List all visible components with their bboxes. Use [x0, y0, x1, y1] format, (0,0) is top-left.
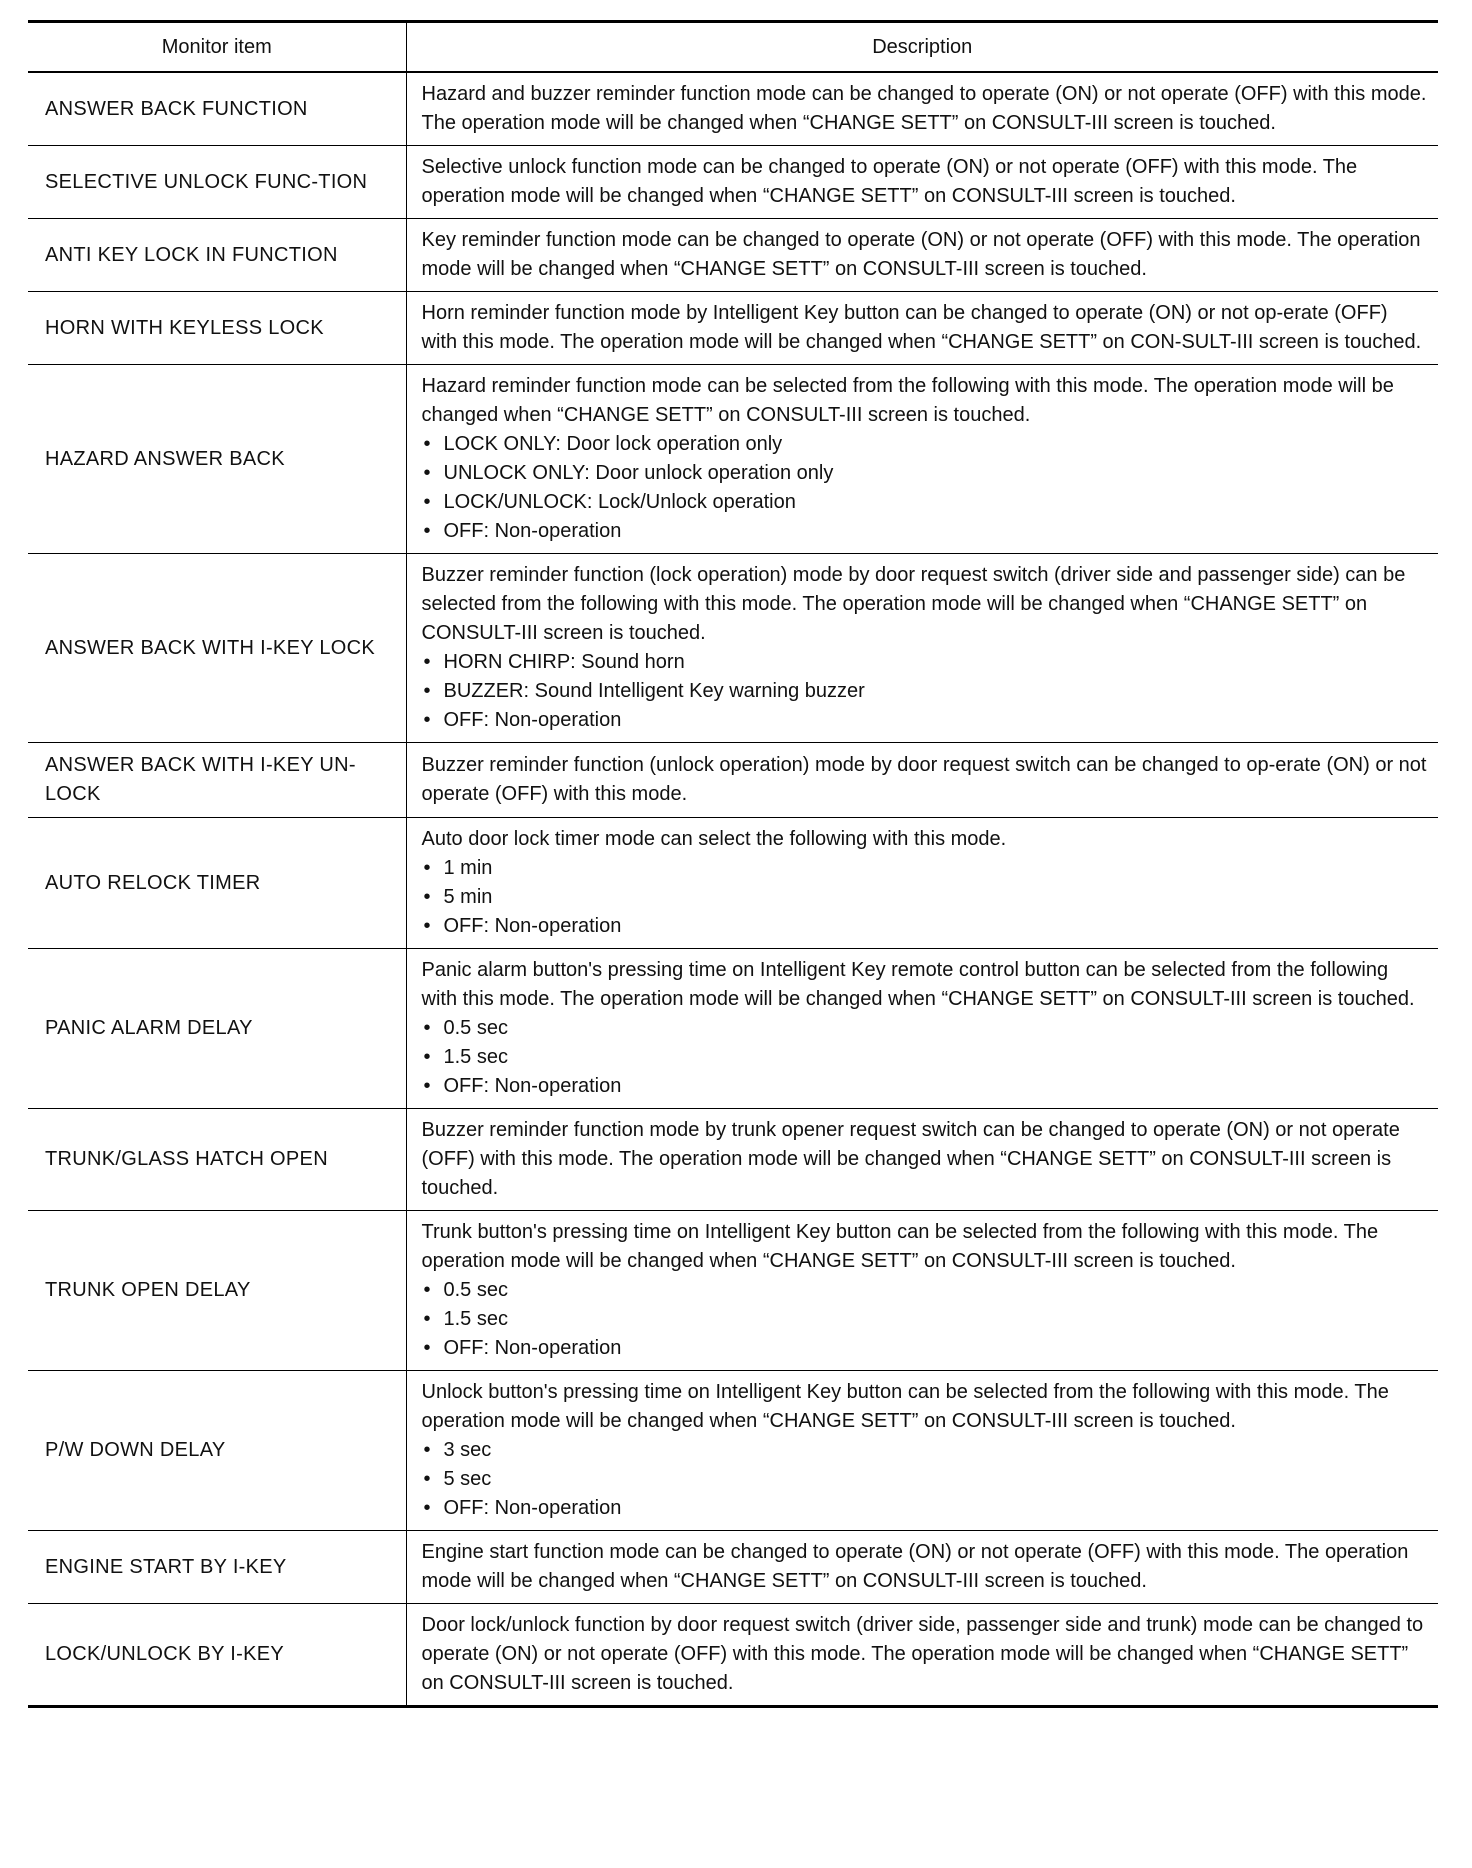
description-cell	[406, 818, 1438, 949]
option-list-item: • 0.5 sec	[422, 1014, 1429, 1043]
monitor-item-cell: HORN WITH KEYLESS LOCK	[28, 292, 406, 365]
option-list-item: • BUZZER: Sound Intelligent Key warning buzzer	[422, 677, 1429, 706]
table-row	[28, 72, 1438, 146]
monitor-item-cell: ANSWER BACK WITH I-KEY UN-LOCK	[28, 743, 406, 818]
description-text: Horn reminder function mode by Intelligent Key button can be changed to operate (ON) or not op-erate (OFF) with this mode. The operation mode will be changed when “CHANGE SETT” on CON-SULT-III screen is touched.	[421, 302, 1422, 353]
description-text: Buzzer reminder function (unlock operation) mode by door request switch can be changed to op-erate (ON) or not operate (OFF) with this mode.	[421, 754, 1427, 805]
option-list-item: • 5 min	[422, 883, 1429, 912]
description-cell	[406, 1531, 1438, 1604]
description-text: Buzzer reminder function (lock operation) mode by door request switch (driver side and passenger side) can be selected from the following with this mode. The operation mode will be changed when “CHANGE SETT” on CONSULT-III screen is touched.	[421, 564, 1406, 644]
option-list	[422, 430, 1429, 546]
table-row	[28, 1211, 1438, 1371]
monitor-item-cell: ANTI KEY LOCK IN FUNCTION	[28, 219, 406, 292]
header-description: Description	[406, 22, 1438, 73]
description-cell	[406, 72, 1438, 146]
monitor-item-cell: P/W DOWN DELAY	[28, 1371, 406, 1531]
table-row	[28, 365, 1438, 554]
description-cell	[406, 292, 1438, 365]
monitor-item-cell: HAZARD ANSWER BACK	[28, 365, 406, 554]
monitor-item-cell: PANIC ALARM DELAY	[28, 949, 406, 1109]
description-cell	[406, 219, 1438, 292]
description-text: Door lock/unlock function by door request switch (driver side, passenger side and trunk) mode can be changed to operate (ON) or not operate (OFF) with this mode. The operation mode will be changed when “CHANGE SETT” on CONSULT-III screen is touched.	[421, 1614, 1424, 1694]
monitor-item-table	[28, 20, 1438, 1708]
option-list-item: • LOCK ONLY: Door lock operation only	[422, 430, 1429, 459]
option-list	[422, 854, 1429, 941]
table-row	[28, 554, 1438, 743]
description-cell	[406, 146, 1438, 219]
table-row	[28, 1371, 1438, 1531]
monitor-item-cell: TRUNK OPEN DELAY	[28, 1211, 406, 1371]
option-list-item: • OFF: Non-operation	[422, 912, 1429, 941]
table-row	[28, 1531, 1438, 1604]
table-row	[28, 743, 1438, 818]
description-text: Key reminder function mode can be changed to operate (ON) or not operate (OFF) with this mode. The operation mode will be changed when “CHANGE SETT” on CONSULT-III screen is touched.	[421, 229, 1421, 280]
monitor-item-cell: ANSWER BACK FUNCTION	[28, 72, 406, 146]
option-list-item: • OFF: Non-operation	[422, 706, 1429, 735]
table-body	[28, 72, 1438, 1707]
description-cell	[406, 1371, 1438, 1531]
table-row	[28, 818, 1438, 949]
table-row	[28, 146, 1438, 219]
option-list-item: • 1.5 sec	[422, 1043, 1429, 1072]
option-list	[422, 1436, 1429, 1523]
table-row	[28, 219, 1438, 292]
description-cell	[406, 743, 1438, 818]
option-list-item: • OFF: Non-operation	[422, 1494, 1429, 1523]
description-text: Engine start function mode can be changed to operate (ON) or not operate (OFF) with this mode. The operation mode will be changed when “CHANGE SETT” on CONSULT-III screen is touched.	[421, 1541, 1409, 1592]
header-monitor-item: Monitor item	[28, 22, 406, 73]
description-text: Selective unlock function mode can be changed to operate (ON) or not operate (OFF) with this mode. The operation mode will be changed when “CHANGE SETT” on CONSULT-III screen is touched.	[421, 156, 1358, 207]
option-list-item: • 1.5 sec	[422, 1305, 1429, 1334]
option-list-item: • OFF: Non-operation	[422, 1072, 1429, 1101]
option-list	[422, 1014, 1429, 1101]
monitor-item-cell: ENGINE START BY I-KEY	[28, 1531, 406, 1604]
description-text: Panic alarm button's pressing time on Intelligent Key remote control button can be selected from the following with this mode. The operation mode will be changed when “CHANGE SETT” on CONSULT-III screen is touched.	[421, 959, 1415, 1010]
option-list-item: • 5 sec	[422, 1465, 1429, 1494]
option-list-item: • 3 sec	[422, 1436, 1429, 1465]
option-list-item: • LOCK/UNLOCK: Lock/Unlock operation	[422, 488, 1429, 517]
description-text: Unlock button's pressing time on Intelligent Key button can be selected from the following with this mode. The operation mode will be changed when “CHANGE SETT” on CONSULT-III screen is touched.	[421, 1381, 1389, 1432]
option-list-item: • HORN CHIRP: Sound horn	[422, 648, 1429, 677]
description-text: Hazard reminder function mode can be selected from the following with this mode. The operation mode will be changed when “CHANGE SETT” on CONSULT-III screen is touched.	[421, 375, 1394, 426]
monitor-item-cell: TRUNK/GLASS HATCH OPEN	[28, 1109, 406, 1211]
table-row	[28, 1604, 1438, 1707]
option-list	[422, 1276, 1429, 1363]
description-text: Buzzer reminder function mode by trunk opener request switch can be changed to operate (ON) or not operate (OFF) with this mode. The operation mode will be changed when “CHANGE SETT” on CONSULT-III screen is touched.	[421, 1119, 1400, 1199]
description-text: Auto door lock timer mode can select the following with this mode.	[421, 828, 1007, 850]
option-list-item: • UNLOCK ONLY: Door unlock operation only	[422, 459, 1429, 488]
monitor-item-table-wrapper	[28, 20, 1438, 1708]
option-list-item: • OFF: Non-operation	[422, 1334, 1429, 1363]
option-list-item: • 0.5 sec	[422, 1276, 1429, 1305]
description-cell	[406, 554, 1438, 743]
monitor-item-cell: SELECTIVE UNLOCK FUNC-TION	[28, 146, 406, 219]
monitor-item-cell: LOCK/UNLOCK BY I-KEY	[28, 1604, 406, 1707]
description-cell	[406, 1109, 1438, 1211]
description-text: Hazard and buzzer reminder function mode can be changed to operate (ON) or not operate (OFF) with this mode. The operation mode will be changed when “CHANGE SETT” on CONSULT-III screen is touched.	[421, 83, 1427, 134]
description-text: Trunk button's pressing time on Intelligent Key button can be selected from the following with this mode. The operation mode will be changed when “CHANGE SETT” on CONSULT-III screen is touched.	[421, 1221, 1379, 1272]
option-list	[422, 648, 1429, 735]
table-row	[28, 1109, 1438, 1211]
table-header-row	[28, 22, 1438, 73]
description-cell	[406, 1211, 1438, 1371]
table-row	[28, 949, 1438, 1109]
option-list-item: • 1 min	[422, 854, 1429, 883]
table-row	[28, 292, 1438, 365]
monitor-item-cell: AUTO RELOCK TIMER	[28, 818, 406, 949]
monitor-item-cell: ANSWER BACK WITH I-KEY LOCK	[28, 554, 406, 743]
option-list-item: • OFF: Non-operation	[422, 517, 1429, 546]
description-cell	[406, 1604, 1438, 1707]
description-cell	[406, 949, 1438, 1109]
description-cell	[406, 365, 1438, 554]
